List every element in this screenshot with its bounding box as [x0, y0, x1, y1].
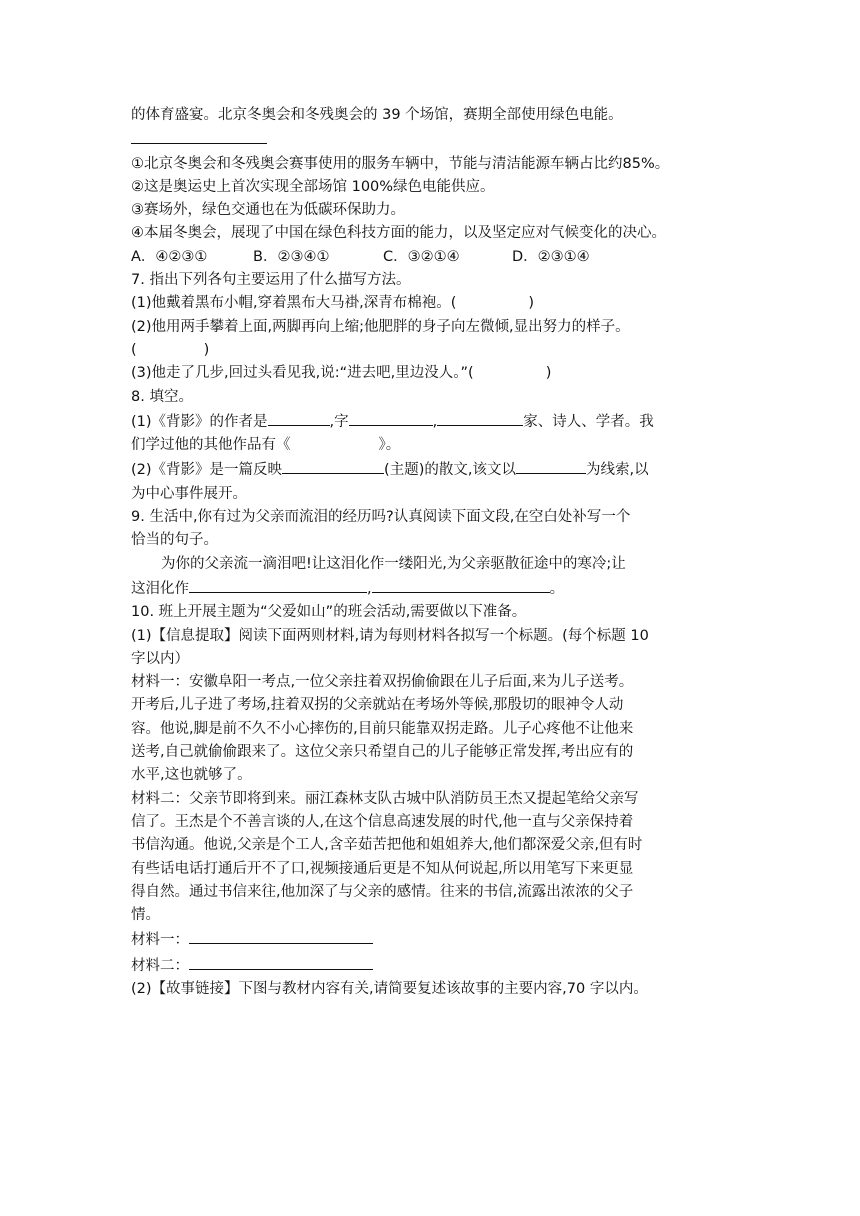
q7-title: 7. 指出下列各句主要运用了什么描写方法。: [131, 272, 411, 289]
q8-part-1-line-1: [131, 409, 731, 434]
q8-p1-text-d: 家、诗人、学者。我: [523, 413, 654, 430]
q8-part-2-line-2: 为中心事件展开。: [131, 485, 247, 502]
q6-item-2: ②这是奥运史上首次实现全部场馆 100%绿色电能供应。: [131, 178, 495, 195]
answer-1-line: [131, 927, 731, 952]
material-2-line-1: 材料二：父亲节即将到来。丽江森林支队古城中队消防员王杰又提起笔给父亲写: [131, 790, 639, 807]
q7-s1-close: ): [528, 295, 535, 312]
q9-text-c: 。: [549, 580, 565, 597]
q7-s3-close: ): [545, 365, 552, 382]
author-blank[interactable]: [268, 409, 330, 426]
q6-options: [131, 246, 731, 269]
q6-item-4: ④本届冬奥会，展现了中国在绿色科技方面的能力，以及坚定应对气候变化的决心。: [131, 225, 666, 242]
option-b[interactable]: B．②③④①: [253, 248, 330, 265]
q7-s3-text: (3)他走了几步,回过头看见我,说:“进去吧,里边没人。”(: [131, 365, 474, 382]
q6-item-1: ①北京冬奥会和冬残奥会赛事使用的服务车辆中，节能与清洁能源车辆占比约85%。: [131, 155, 670, 172]
q9-passage-line-2: [131, 576, 731, 601]
q8-p1-text-a: (1)《背影》的作者是: [131, 413, 268, 430]
profession-blank[interactable]: [437, 409, 523, 426]
q10-sub1-line-1: (1)【信息提取】阅读下面两则材料,请为每则材料各拟写一个标题。(每个标题 10: [131, 627, 649, 644]
material-1-line-5: 水平,这也就够了。: [131, 767, 252, 784]
q8-p1-text-c: ,: [432, 413, 438, 430]
q7-sentence-2: (2)他用两手攀着上面,两脚再向上缩;他肥胖的身子向左微倾,显出努力的样子。: [131, 318, 630, 335]
q8-p1-text-e: 们学过他的其他作品有《: [131, 437, 291, 454]
answer-2-label: 材料二：: [131, 957, 189, 974]
answer-2-line: [131, 953, 731, 978]
theme-blank[interactable]: [282, 457, 384, 474]
material-1-line-2: 开考后,儿子进了考场,拄着双拐的父亲就站在考场外等候,那殷切的眼神令人动: [131, 697, 624, 714]
clue-blank[interactable]: [516, 457, 586, 474]
q10-title: 10. 班上开展主题为“父爱如山”的班会活动,需要做以下准备。: [131, 604, 527, 621]
q7-sentence-1: [131, 292, 731, 315]
material-2-line-4: 有些话电话打通后开不了口,视频接通后更是不知从何说起,所以用笔写下来更显: [131, 860, 634, 877]
answer-1-label: 材料一：: [131, 932, 189, 949]
q9-blank-2[interactable]: [372, 576, 550, 593]
q9-title-line-1: 9. 生活中,你有过为父亲而流泪的经历吗?认真阅读下面文段,在空白处补写一个: [131, 509, 631, 526]
q10-sub2: (2)【故事链接】下图与教材内容有关,请简要复述该故事的主要内容,70 字以内。: [131, 980, 648, 997]
q7-s2-open: (: [131, 341, 137, 358]
q9-title-line-2: 恰当的句子。: [131, 532, 218, 549]
q8-p1-text-f: 》。: [378, 437, 401, 454]
option-c[interactable]: C．③②①④: [383, 248, 460, 265]
option-d[interactable]: D．②③①④: [512, 248, 590, 265]
q9-text-a: 这泪化作: [131, 580, 189, 597]
intro-line: 的体育盛宴。北京冬奥会和冬残奥会的 39 个场馆，赛期全部使用绿色电能。: [131, 107, 623, 123]
q7-sentence-3: [131, 362, 731, 385]
material-1-line-3: 容。他说,脚是前不久不小心摔伤的,目前只能靠双拐走路。儿子心疼他不让他来: [131, 720, 634, 737]
q9-passage-line-1: 为你的父亲流一滴泪吧!让这泪化作一缕阳光,为父亲驱散征途中的寒冷;让: [161, 555, 626, 572]
answer-blank-line: [131, 127, 731, 152]
q7-s1-text: (1)他戴着黑布小帽,穿着黑布大马褂,深青布棉袍。(: [131, 295, 457, 312]
q8-p1-text-b: ,字: [329, 413, 349, 430]
document-page: [131, 104, 731, 1001]
material-2-line-3: 书信沟通。他说,父亲是个工人,含辛茹苦把他和姐姐养大,他们都深爱父亲,但有时: [131, 837, 643, 854]
q10-sub1-line-2: 字以内）: [131, 650, 189, 667]
q8-title: 8. 填空。: [131, 388, 193, 405]
q8-p2-text-c: 为线索,以: [585, 462, 649, 479]
q7-sentence-2-answer: [131, 339, 731, 362]
q8-part-2-line-1: [131, 457, 731, 482]
material-2-line-6: 情。: [131, 907, 160, 924]
material-1-line-4: 送考,自己就偷偷跟来了。这位父亲只希望自己的儿子能够正常发挥,考出应有的: [131, 744, 634, 761]
q9-text-b: ,: [367, 580, 372, 597]
courtesy-name-blank[interactable]: [349, 409, 433, 426]
option-a[interactable]: A．④②③①: [131, 248, 208, 265]
material-2-line-5: 得自然。通过书信来往,他加深了与父亲的感情。往来的书信,流露出浓浓的父子: [131, 883, 634, 900]
title-blank-2[interactable]: [189, 953, 373, 970]
q7-s2-close: ): [203, 341, 210, 358]
q9-blank-1[interactable]: [189, 576, 367, 593]
title-blank-1[interactable]: [189, 927, 373, 944]
material-1-line-1: 材料一：安徽阜阳一考点,一位父亲拄着双拐偷偷跟在儿子后面,来为儿子送考。: [131, 674, 634, 691]
material-2-line-2: 信了。王杰是个不善言谈的人,在这个信息高速发展的时代,他一直与父亲保持着: [131, 813, 634, 830]
q8-p2-text-b: (主题)的散文,该文以: [384, 462, 516, 479]
q6-item-3: ③赛场外，绿色交通也在为低碳环保助力。: [131, 202, 405, 219]
q8-part-1-line-2: [131, 434, 731, 457]
q8-p2-text-a: (2)《背影》是一篇反映: [131, 462, 283, 479]
answer-blank[interactable]: [131, 127, 267, 144]
